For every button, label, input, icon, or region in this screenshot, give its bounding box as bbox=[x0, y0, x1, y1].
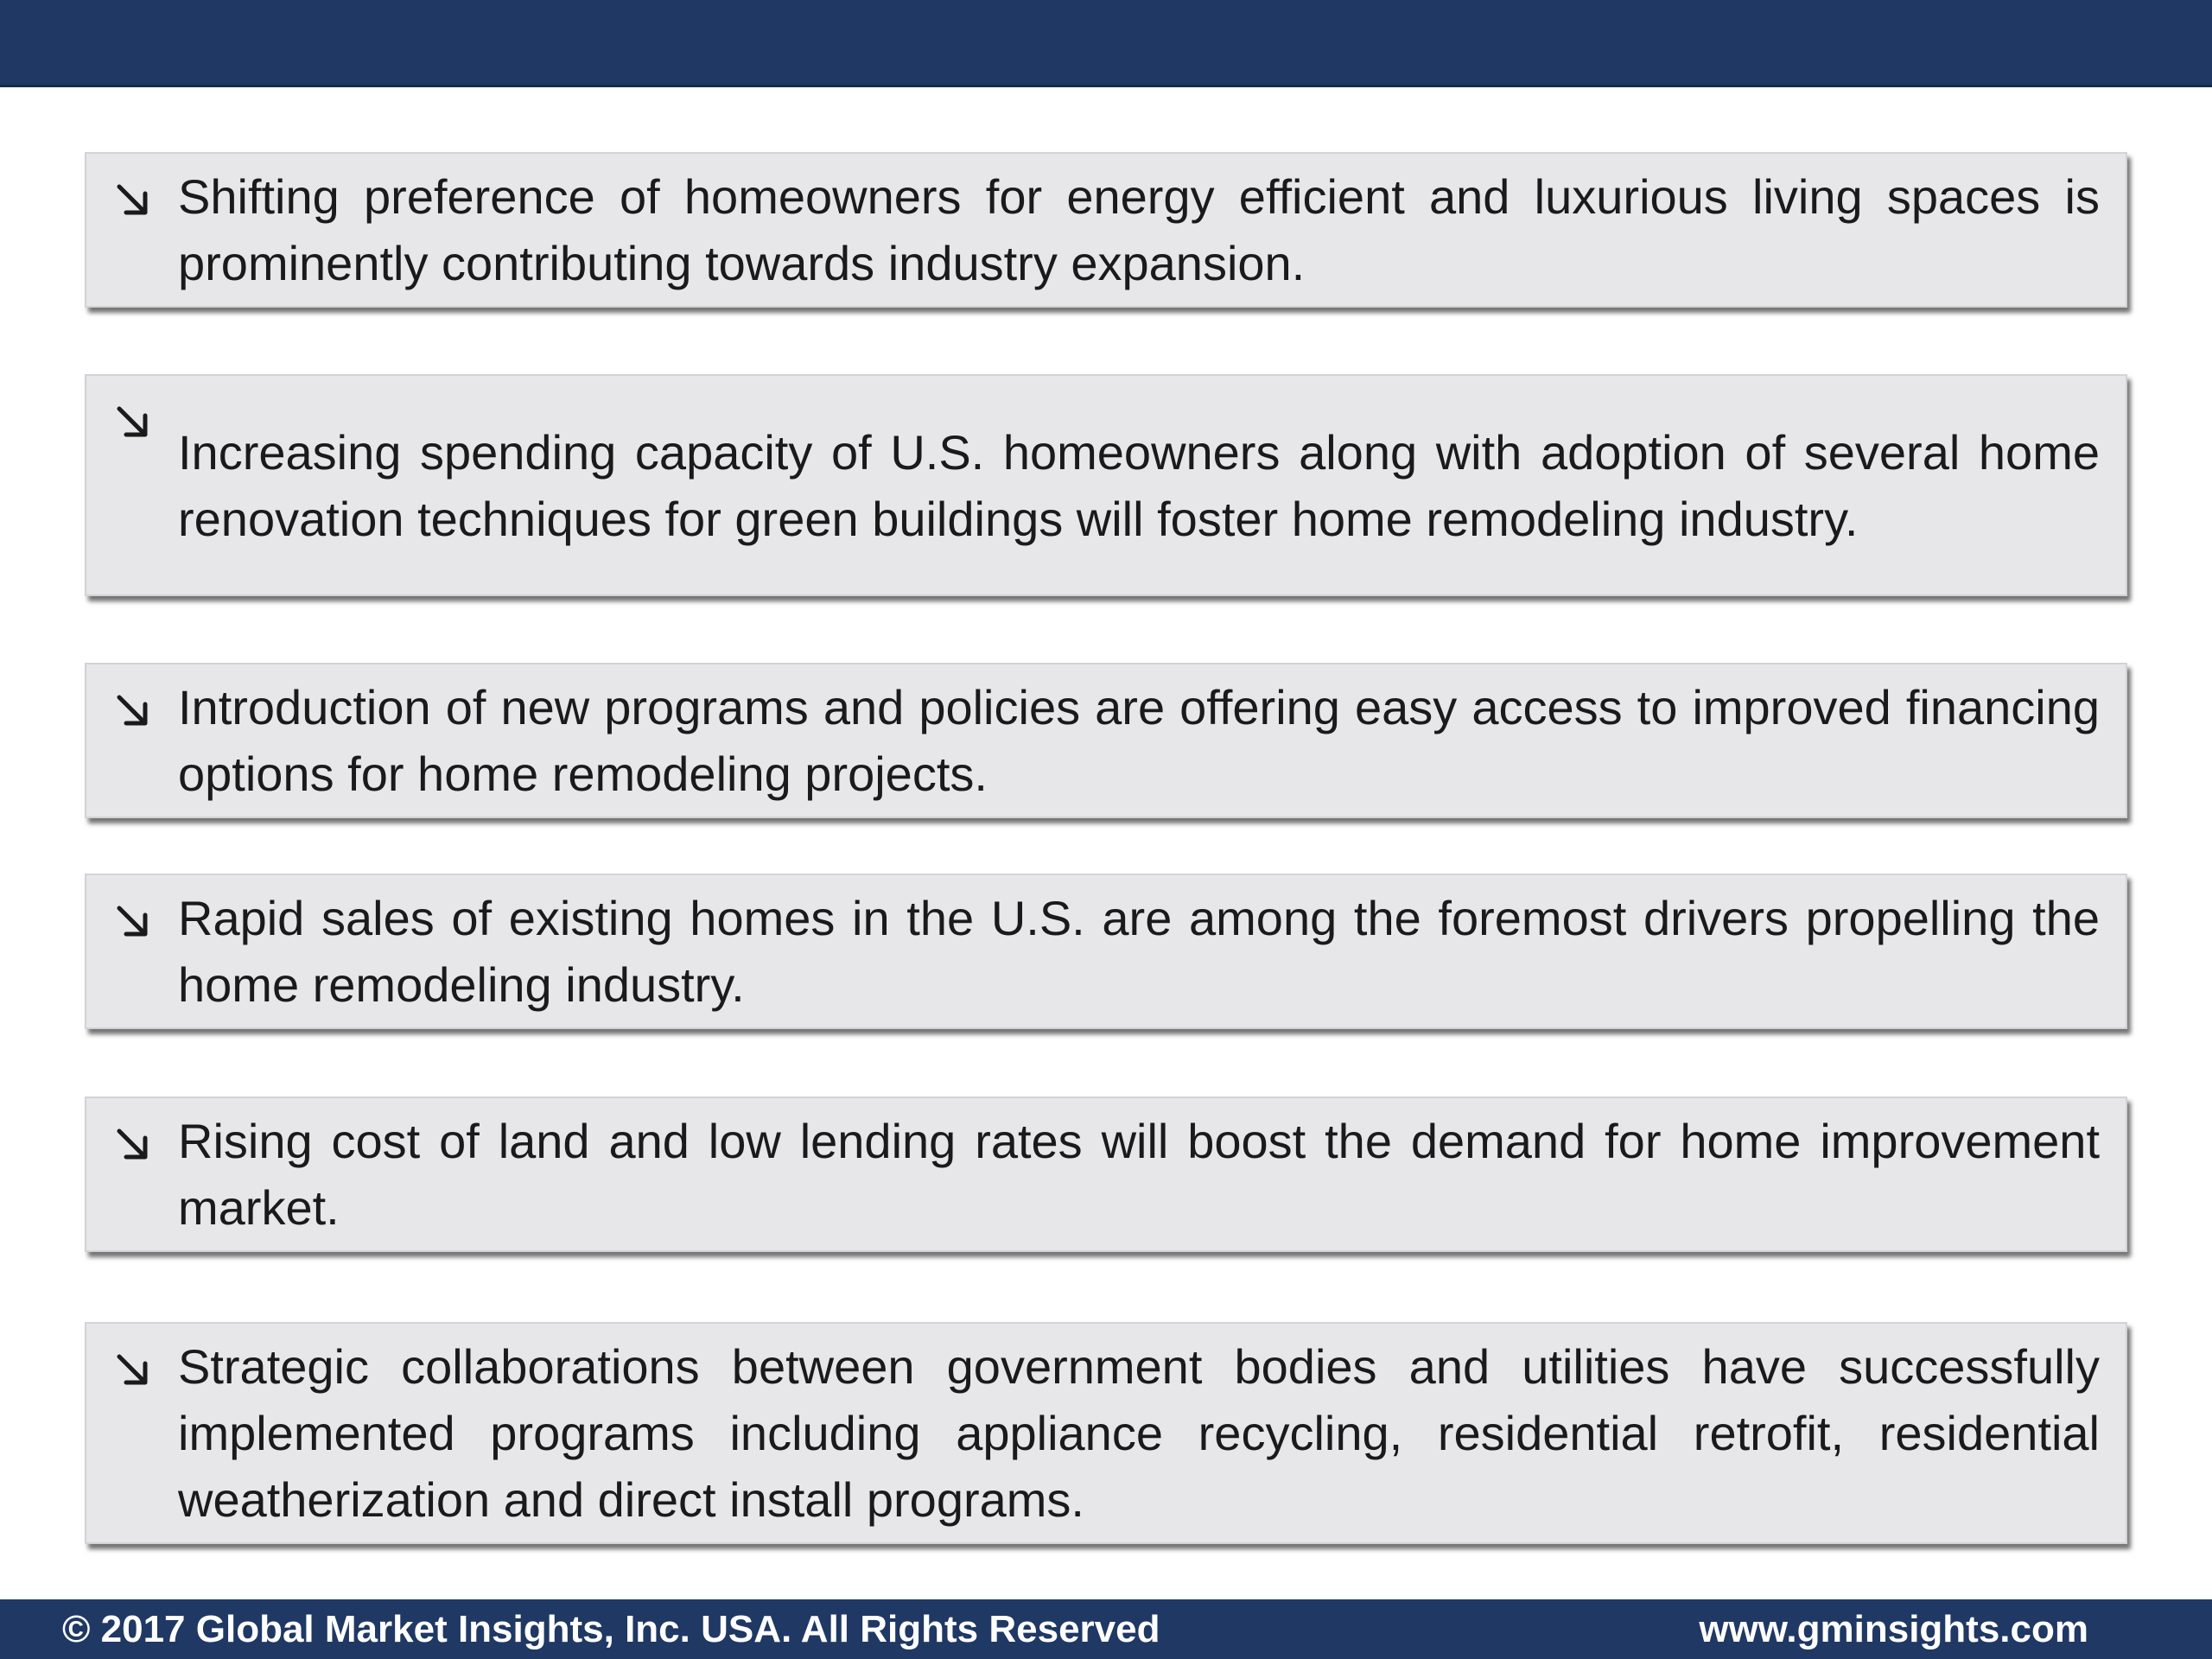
arrow-down-right-icon bbox=[112, 901, 152, 941]
bullet-item bbox=[85, 152, 2127, 308]
footer-bar bbox=[0, 1599, 2212, 1659]
bullet-item bbox=[85, 663, 2127, 818]
bullet-text: Introduction of new programs and policies are offering easy access to improved financing options for home remodeling projects. bbox=[178, 680, 2100, 801]
bullet-item bbox=[85, 1322, 2127, 1544]
arrow-down-right-icon bbox=[112, 402, 152, 442]
bullet-text: Rising cost of land and low lending rates will boost the demand for home improvement market. bbox=[178, 1114, 2100, 1235]
header-bar bbox=[0, 0, 2212, 87]
arrow-down-right-icon bbox=[112, 1350, 152, 1389]
copyright-notice: © 2017 Global Market Insights, Inc. USA. All Rights Reserved bbox=[62, 1608, 1160, 1650]
arrow-down-right-icon bbox=[112, 180, 152, 219]
bullet-text: Rapid sales of existing homes in the U.S. are among the foremost drivers propelling the home remodeling industry. bbox=[178, 891, 2100, 1012]
bullet-item bbox=[85, 874, 2127, 1029]
website-link[interactable]: www.gminsights.com bbox=[1699, 1608, 2088, 1650]
arrow-down-right-icon bbox=[112, 1124, 152, 1164]
bullet-text: Strategic collaborations between government bodies and utilities have successfully implemented programs including appliance recycling, residential retrofit, residential weatherization and direct install programs. bbox=[178, 1339, 2100, 1527]
bullet-text: Increasing spending capacity of U.S. homeowners along with adoption of several home renovation techniques for green buildings will foster home remodeling industry. bbox=[178, 424, 2100, 546]
arrow-down-right-icon bbox=[112, 690, 152, 730]
bullet-item bbox=[85, 1096, 2127, 1252]
bullet-text: Shifting preference of homeowners for energy efficient and luxurious living spaces is prominently contributing towards industry expansion. bbox=[178, 169, 2100, 290]
bullet-item bbox=[85, 374, 2127, 596]
